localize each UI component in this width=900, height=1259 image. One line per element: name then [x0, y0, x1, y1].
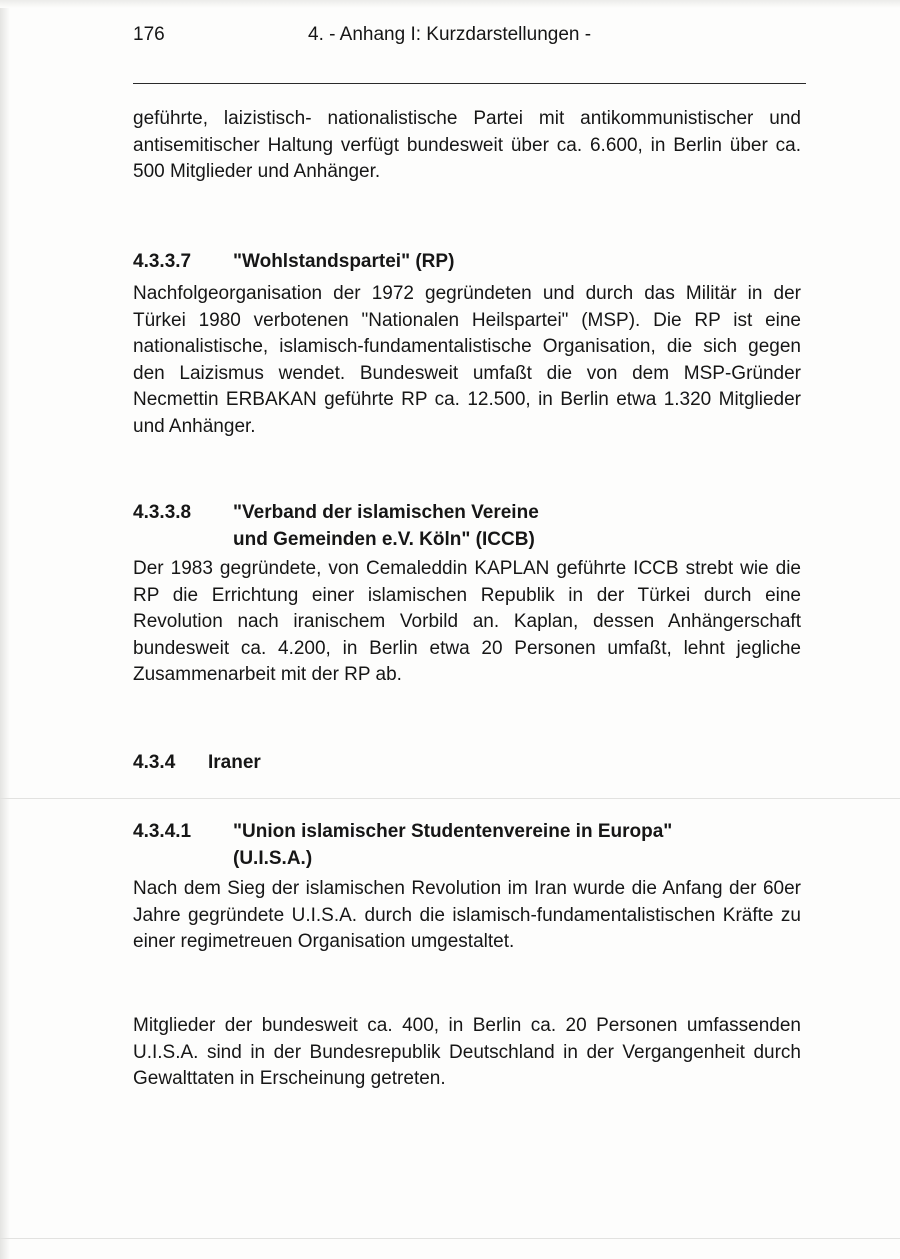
heading-title-line: (U.I.S.A.) [233, 848, 313, 869]
heading-title-line: "Verband der islamischen Vereine [233, 502, 539, 523]
heading-title [233, 499, 793, 553]
paragraph-iccb: Der 1983 gegründete, von Cemaleddin KAPLAN geführte ICCB strebt wie die RP die Errichtung einer islamischen Republik in der Türkei durch eine Revolution nach iranischem Vorbild an. Kaplan, dessen Anhängerschaft bundesweit ca. 4.200, in Berlin etwa 20 Personen umfaßt, lehnt jegliche Zusammenarbeit mit der RP ab. [133, 558, 801, 685]
paragraph-intro: geführte, laizistisch- nationalistische Partei mit antikommunistischer und antisemitischer Haltung verfügt bundesweit über ca. 6.600, in Berlin über ca. 500 Mitglieder und Anhänger. [133, 108, 801, 182]
heading-title-line: und Gemeinden e.V. Köln" (ICCB) [233, 529, 535, 550]
heading-title: Iraner [208, 752, 261, 773]
heading-title: "Wohlstandspartei" (RP) [233, 251, 455, 272]
scan-stripe [0, 798, 900, 799]
document-page [133, 18, 806, 1089]
scan-stripe [0, 1238, 900, 1239]
paragraph-uisa-1: Nach dem Sieg der islamischen Revolution im Iran wurde die Anfang der 60er Jahre gegründete U.I.S.A. durch die islamisch-fundamentalistischen Kräfte zu einer regimetreuen Organisation umgestaltet. [133, 878, 801, 952]
page-number: 176 [133, 24, 165, 45]
heading-number: 4.3.3.7 [133, 251, 192, 272]
heading-number: 4.3.4 [133, 752, 176, 773]
header-rule [133, 83, 806, 84]
scan-edge-left [0, 0, 10, 1259]
scan-edge-top [0, 0, 900, 8]
running-head: 4. - Anhang I: Kurzdarstellungen - [308, 24, 592, 45]
heading-title-line: "Union islamischer Studentenvereine in Europa" [233, 821, 673, 842]
heading-number: 4.3.4.1 [133, 821, 192, 842]
heading-number: 4.3.3.8 [133, 502, 192, 523]
heading-title [233, 818, 793, 872]
page-header [133, 18, 806, 52]
paragraph-uisa-2: Mitglieder der bundesweit ca. 400, in Berlin ca. 20 Personen umfassenden U.I.S.A. sind in der Bundesrepublik Deutschland in der Vergangenheit durch Gewalttaten in Erscheinung getreten. [133, 1015, 801, 1089]
paragraph-rp: Nachfolgeorganisation der 1972 gegründeten und durch das Militär in der Türkei 1980 verbotenen "Nationalen Heilspartei" (MSP). Die RP ist eine nationalistische, islamisch-fundamentalistische Organisation, die sich gegen den Laizismus wendet. Bundesweit umfaßt die von dem MSP-Gründer Necmettin ERBAKAN geführte RP ca. 12.500, in Berlin etwa 1.320 Mitglieder und Anhänger. [133, 283, 801, 437]
